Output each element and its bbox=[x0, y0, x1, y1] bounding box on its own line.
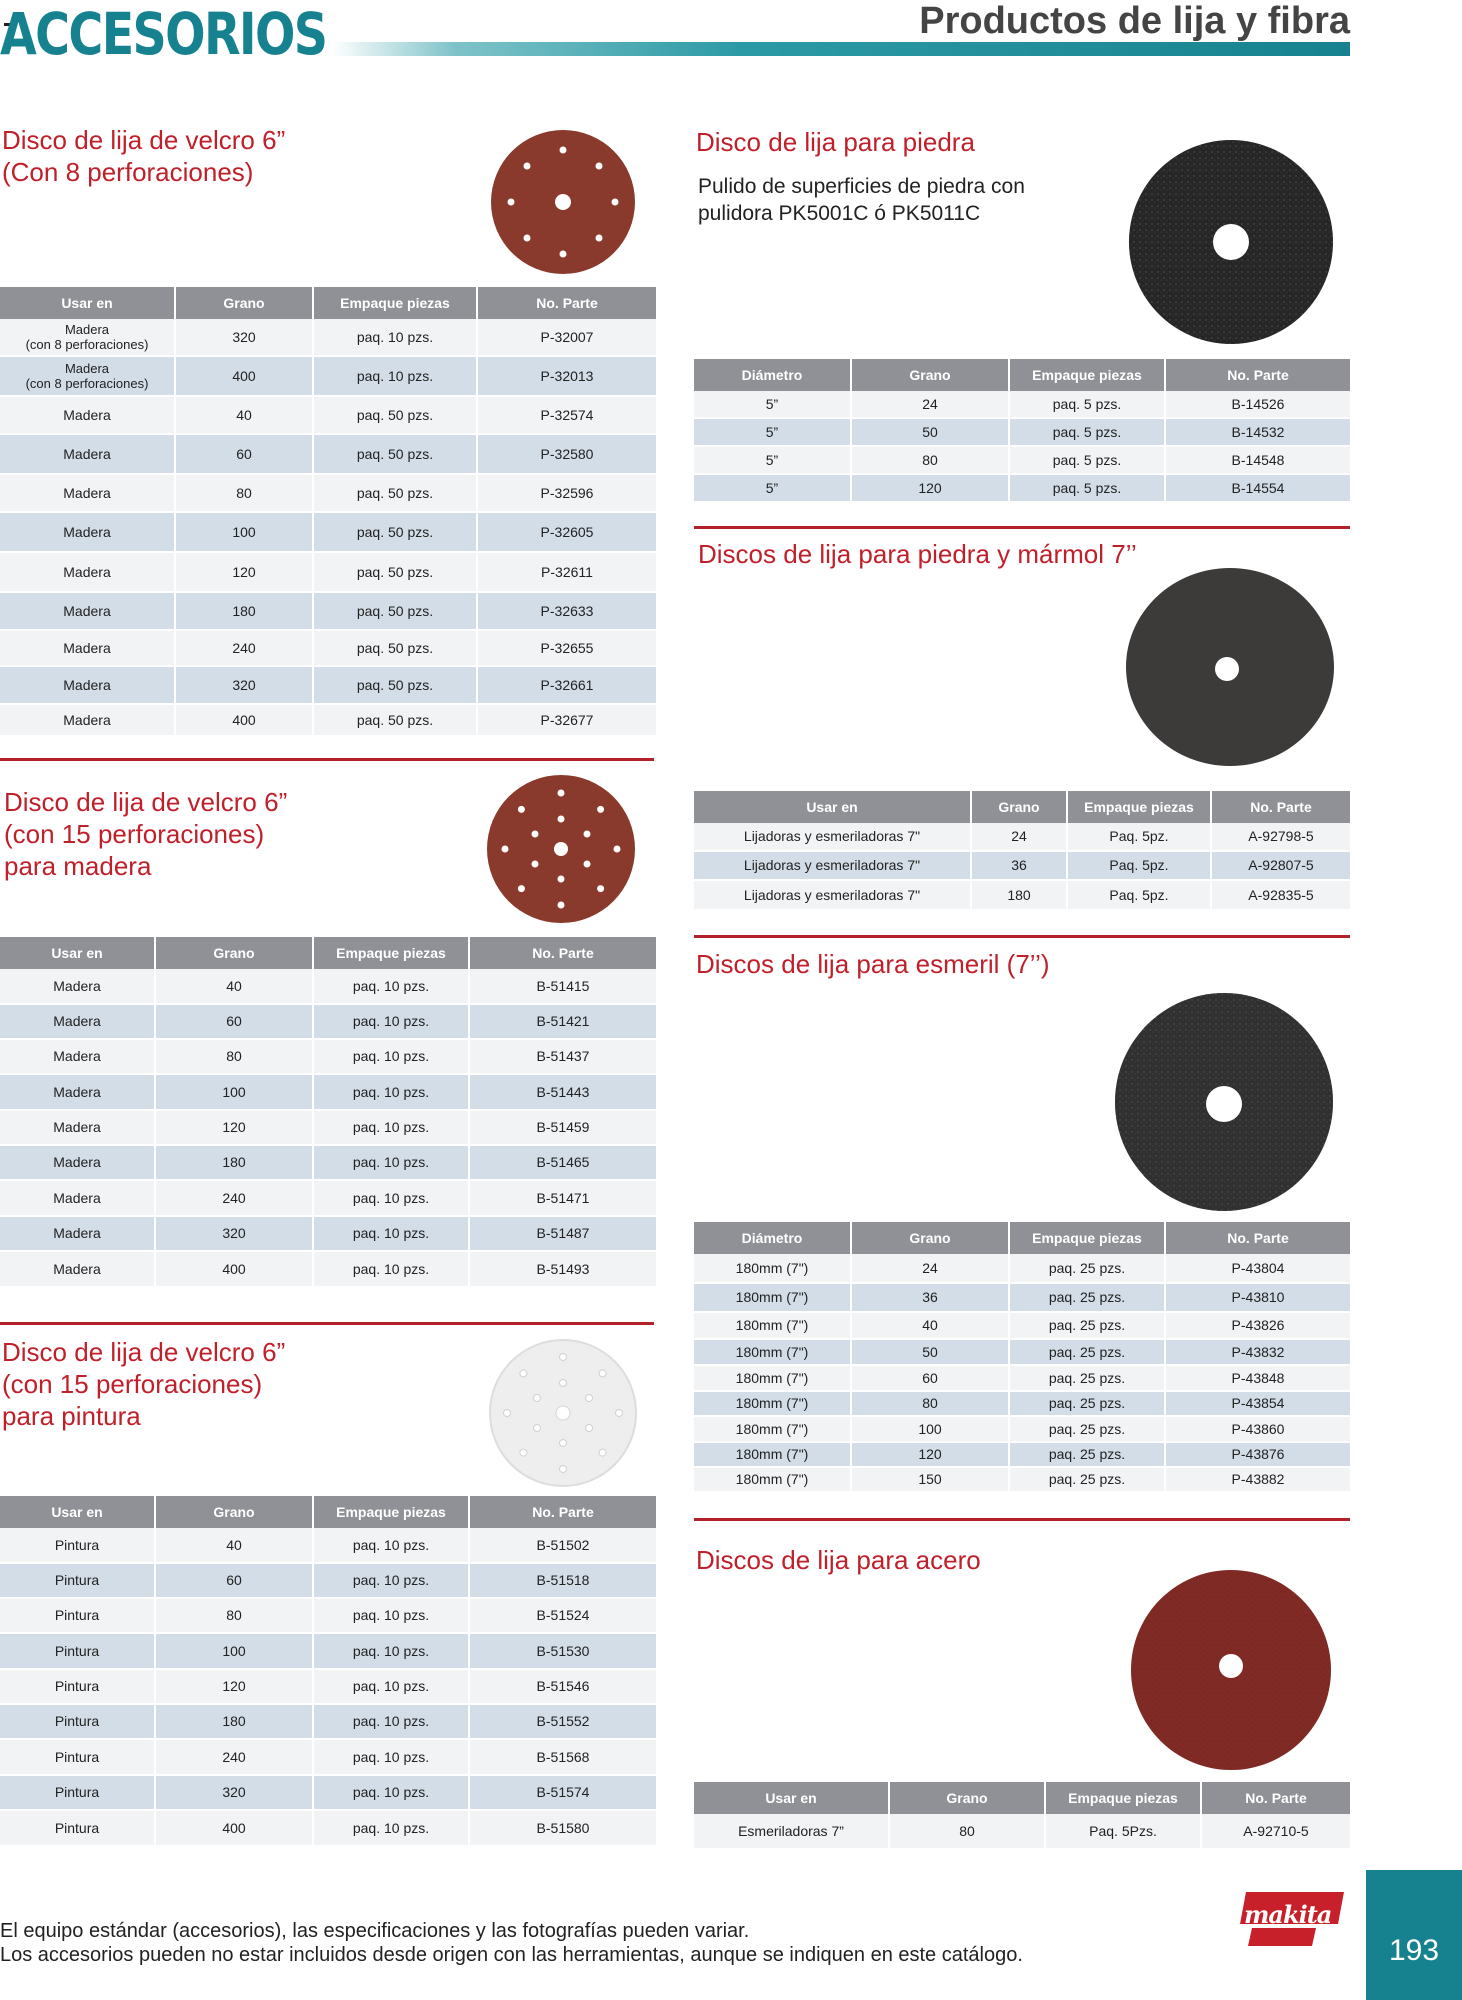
velcro15-pintura-table bbox=[0, 1496, 656, 1847]
table-row bbox=[0, 1811, 656, 1847]
table-cell: 80 bbox=[890, 1814, 1046, 1850]
esmeril-table bbox=[694, 1222, 1350, 1493]
table-cell: 150 bbox=[852, 1468, 1010, 1493]
table-cell: Madera bbox=[0, 1146, 156, 1181]
table-row bbox=[0, 1634, 656, 1670]
table-cell: paq. 25 pzs. bbox=[1010, 1366, 1166, 1392]
table-cell: 240 bbox=[156, 1740, 314, 1776]
table-cell: B-14532 bbox=[1166, 419, 1350, 447]
table-cell: Madera (con 8 perforaciones) bbox=[0, 357, 176, 397]
col-header: Empaque piezas bbox=[1068, 791, 1212, 823]
table-cell: B-51487 bbox=[470, 1217, 656, 1252]
table-row bbox=[0, 357, 656, 397]
col-header: Grano bbox=[972, 791, 1068, 823]
table-cell: paq. 10 pzs. bbox=[314, 1740, 470, 1776]
table-cell: B-14548 bbox=[1166, 447, 1350, 475]
table-cell: 180mm (7") bbox=[694, 1313, 852, 1340]
section-divider bbox=[694, 935, 1350, 938]
table-row bbox=[694, 1366, 1350, 1392]
table-row bbox=[0, 969, 656, 1005]
table-cell: paq. 5 pzs. bbox=[1010, 419, 1166, 447]
table-cell: 50 bbox=[852, 419, 1010, 447]
table-cell: paq. 10 pzs. bbox=[314, 1811, 470, 1847]
table-cell: paq. 10 pzs. bbox=[314, 1670, 470, 1705]
table-cell: 80 bbox=[176, 475, 314, 513]
table-cell: B-51524 bbox=[470, 1599, 656, 1634]
table-cell: 180mm (7") bbox=[694, 1284, 852, 1313]
table-cell: Lijadoras y esmeriladoras 7" bbox=[694, 881, 972, 911]
table-cell: 180mm (7") bbox=[694, 1340, 852, 1366]
table-cell: paq. 10 pzs. bbox=[314, 1776, 470, 1811]
table-cell: B-51437 bbox=[470, 1040, 656, 1075]
table-cell: P-32574 bbox=[478, 397, 656, 435]
table-row bbox=[0, 397, 656, 435]
col-header: Grano bbox=[176, 287, 314, 319]
table-cell: B-51443 bbox=[470, 1075, 656, 1111]
table-cell: Madera (con 8 perforaciones) bbox=[0, 319, 176, 357]
table-cell: 320 bbox=[176, 667, 314, 705]
table-cell: Paq. 5pz. bbox=[1068, 823, 1212, 852]
section-title-esmeril: Discos de lija para esmeril (7’’) bbox=[696, 949, 1050, 979]
table-cell: 80 bbox=[852, 447, 1010, 475]
table-cell: 60 bbox=[176, 435, 314, 475]
table-cell: B-51493 bbox=[470, 1252, 656, 1288]
piedra-table bbox=[694, 359, 1350, 503]
piedra-disc-image bbox=[1126, 138, 1336, 346]
table-cell: A-92835-5 bbox=[1212, 881, 1350, 911]
col-header: Grano bbox=[890, 1782, 1046, 1814]
table-cell: Madera bbox=[0, 1005, 156, 1040]
table-cell: 240 bbox=[176, 631, 314, 667]
table-cell: Esmeriladoras 7” bbox=[694, 1814, 890, 1850]
table-cell: 40 bbox=[176, 397, 314, 435]
table-cell: P-43848 bbox=[1166, 1366, 1350, 1392]
table-row bbox=[0, 705, 656, 737]
table-header-row bbox=[0, 937, 656, 969]
table-cell: 320 bbox=[156, 1217, 314, 1252]
table-row bbox=[694, 1340, 1350, 1366]
col-header: Grano bbox=[852, 1222, 1010, 1254]
table-cell: paq. 25 pzs. bbox=[1010, 1254, 1166, 1284]
table-cell: B-51530 bbox=[470, 1634, 656, 1670]
page-number: 193 bbox=[1388, 1934, 1440, 1967]
table-cell: P-32580 bbox=[478, 435, 656, 475]
col-header: Empaque piezas bbox=[1046, 1782, 1202, 1814]
table-cell: 100 bbox=[156, 1075, 314, 1111]
table-cell: B-51471 bbox=[470, 1181, 656, 1217]
table-row bbox=[0, 1599, 656, 1634]
table-cell: 400 bbox=[176, 705, 314, 737]
table-cell: paq. 5 pzs. bbox=[1010, 475, 1166, 503]
table-cell: B-51552 bbox=[470, 1705, 656, 1740]
table-row bbox=[694, 1468, 1350, 1493]
table-cell: paq. 10 pzs. bbox=[314, 1111, 470, 1146]
col-header: No. Parte bbox=[1166, 359, 1350, 391]
table-cell: P-32661 bbox=[478, 667, 656, 705]
table-cell: P-32677 bbox=[478, 705, 656, 737]
table-row bbox=[694, 1417, 1350, 1443]
table-cell: A-92710-5 bbox=[1202, 1814, 1350, 1850]
col-header: Grano bbox=[852, 359, 1010, 391]
col-header: Usar en bbox=[694, 1782, 890, 1814]
table-header-row bbox=[694, 791, 1350, 823]
table-cell: 240 bbox=[156, 1181, 314, 1217]
table-row bbox=[0, 1146, 656, 1181]
table-cell: P-43860 bbox=[1166, 1417, 1350, 1443]
table-header-row bbox=[694, 1222, 1350, 1254]
table-cell: paq. 10 pzs. bbox=[314, 1599, 470, 1634]
table-row bbox=[0, 1040, 656, 1075]
table-cell: paq. 10 pzs. bbox=[314, 357, 478, 397]
table-cell: paq. 50 pzs. bbox=[314, 513, 478, 553]
velcro15-madera-table bbox=[0, 937, 656, 1288]
col-header: Usar en bbox=[0, 1496, 156, 1528]
table-cell: 80 bbox=[156, 1599, 314, 1634]
velcro15-pintura-disc-image bbox=[488, 1338, 638, 1488]
table-cell: B-51502 bbox=[470, 1528, 656, 1564]
table-row bbox=[0, 513, 656, 553]
table-cell: 5” bbox=[694, 391, 852, 419]
section-title-velcro15-madera: Disco de lija de velcro 6” (con 15 perforaciones) para madera bbox=[4, 787, 288, 881]
table-cell: paq. 25 pzs. bbox=[1010, 1443, 1166, 1468]
brand-name: makita bbox=[1244, 1900, 1332, 1929]
table-cell: B-51518 bbox=[470, 1564, 656, 1599]
table-row bbox=[0, 1528, 656, 1564]
table-cell: 36 bbox=[852, 1284, 1010, 1313]
table-cell: P-32013 bbox=[478, 357, 656, 397]
table-row bbox=[694, 1284, 1350, 1313]
table-cell: 180mm (7") bbox=[694, 1392, 852, 1417]
table-cell: paq. 25 pzs. bbox=[1010, 1284, 1166, 1313]
table-cell: 180 bbox=[156, 1705, 314, 1740]
table-row bbox=[694, 1254, 1350, 1284]
table-cell: Paq. 5Pzs. bbox=[1046, 1814, 1202, 1850]
table-cell: Madera bbox=[0, 1181, 156, 1217]
table-row bbox=[0, 319, 656, 357]
table-cell: Madera bbox=[0, 475, 176, 513]
table-cell: Madera bbox=[0, 1252, 156, 1288]
table-cell: B-51421 bbox=[470, 1005, 656, 1040]
table-cell: P-32633 bbox=[478, 593, 656, 631]
table-cell: Lijadoras y esmeriladoras 7" bbox=[694, 823, 972, 852]
col-header: Grano bbox=[156, 937, 314, 969]
table-cell: Madera bbox=[0, 1111, 156, 1146]
table-row bbox=[0, 1005, 656, 1040]
table-cell: Madera bbox=[0, 397, 176, 435]
table-cell: Paq. 5pz. bbox=[1068, 852, 1212, 881]
section-title-velcro15-pintura: Disco de lija de velcro 6” (con 15 perforaciones) para pintura bbox=[2, 1337, 286, 1431]
table-cell: Pintura bbox=[0, 1528, 156, 1564]
table-cell: Pintura bbox=[0, 1634, 156, 1670]
col-header: Empaque piezas bbox=[1010, 1222, 1166, 1254]
table-row bbox=[694, 475, 1350, 503]
table-cell: Madera bbox=[0, 553, 176, 593]
col-header: Empaque piezas bbox=[314, 287, 478, 319]
section-title-velcro8: Disco de lija de velcro 6” (Con 8 perforaciones) bbox=[2, 125, 286, 187]
table-row bbox=[0, 553, 656, 593]
table-cell: Madera bbox=[0, 1075, 156, 1111]
header-gradient-bar bbox=[332, 42, 1350, 56]
table-cell: paq. 5 pzs. bbox=[1010, 447, 1166, 475]
col-header: Empaque piezas bbox=[1010, 359, 1166, 391]
table-cell: P-43832 bbox=[1166, 1340, 1350, 1366]
table-cell: Madera bbox=[0, 969, 156, 1005]
table-cell: paq. 50 pzs. bbox=[314, 667, 478, 705]
table-cell: paq. 10 pzs. bbox=[314, 1217, 470, 1252]
table-cell: paq. 10 pzs. bbox=[314, 1252, 470, 1288]
table-cell: 40 bbox=[852, 1313, 1010, 1340]
table-cell: Pintura bbox=[0, 1670, 156, 1705]
table-cell: Pintura bbox=[0, 1564, 156, 1599]
table-cell: Madera bbox=[0, 1040, 156, 1075]
table-cell: paq. 10 pzs. bbox=[314, 319, 478, 357]
table-cell: 120 bbox=[176, 553, 314, 593]
table-row bbox=[0, 1217, 656, 1252]
table-cell: 40 bbox=[156, 1528, 314, 1564]
table-cell: paq. 10 pzs. bbox=[314, 1146, 470, 1181]
table-header-row bbox=[0, 1496, 656, 1528]
table-cell: Pintura bbox=[0, 1740, 156, 1776]
esmeril-disc-image bbox=[1112, 992, 1336, 1212]
table-cell: A-92807-5 bbox=[1212, 852, 1350, 881]
marmol-disc-image bbox=[1124, 566, 1336, 768]
table-row bbox=[0, 667, 656, 705]
table-cell: P-32605 bbox=[478, 513, 656, 553]
table-cell: B-51465 bbox=[470, 1146, 656, 1181]
table-cell: paq. 25 pzs. bbox=[1010, 1340, 1166, 1366]
table-header-row bbox=[694, 1782, 1350, 1814]
velcro8-table bbox=[0, 287, 656, 737]
col-header: No. Parte bbox=[470, 937, 656, 969]
table-cell: Madera bbox=[0, 667, 176, 705]
table-cell: 24 bbox=[852, 391, 1010, 419]
table-row bbox=[694, 852, 1350, 881]
table-row bbox=[0, 1776, 656, 1811]
table-row bbox=[0, 1564, 656, 1599]
table-cell: 60 bbox=[156, 1564, 314, 1599]
table-row bbox=[0, 1670, 656, 1705]
table-cell: 180mm (7") bbox=[694, 1366, 852, 1392]
table-cell: 320 bbox=[156, 1776, 314, 1811]
table-cell: Madera bbox=[0, 593, 176, 631]
section-divider bbox=[0, 758, 654, 761]
table-cell: 80 bbox=[156, 1040, 314, 1075]
table-row bbox=[694, 1392, 1350, 1417]
table-cell: B-51459 bbox=[470, 1111, 656, 1146]
table-cell: 400 bbox=[176, 357, 314, 397]
marmol-table bbox=[694, 791, 1350, 911]
table-cell: 180mm (7") bbox=[694, 1443, 852, 1468]
section-divider bbox=[694, 1518, 1350, 1521]
table-cell: B-51415 bbox=[470, 969, 656, 1005]
table-cell: P-32007 bbox=[478, 319, 656, 357]
table-row bbox=[0, 1181, 656, 1217]
table-cell: P-32596 bbox=[478, 475, 656, 513]
col-header: Usar en bbox=[0, 937, 156, 969]
table-row bbox=[694, 823, 1350, 852]
table-cell: 60 bbox=[852, 1366, 1010, 1392]
table-cell: B-51580 bbox=[470, 1811, 656, 1847]
col-header: No. Parte bbox=[470, 1496, 656, 1528]
table-cell: P-43804 bbox=[1166, 1254, 1350, 1284]
table-cell: 120 bbox=[852, 475, 1010, 503]
table-cell: B-51568 bbox=[470, 1740, 656, 1776]
section-divider bbox=[0, 1322, 654, 1325]
table-row bbox=[694, 419, 1350, 447]
table-cell: Madera bbox=[0, 435, 176, 475]
table-cell: 5” bbox=[694, 447, 852, 475]
table-cell: Madera bbox=[0, 631, 176, 667]
table-cell: paq. 25 pzs. bbox=[1010, 1392, 1166, 1417]
table-row bbox=[694, 881, 1350, 911]
section-description-piedra: Pulido de superficies de piedra con pulidora PK5001C ó PK5011C bbox=[698, 175, 1025, 225]
table-cell: B-14526 bbox=[1166, 391, 1350, 419]
table-cell: paq. 10 pzs. bbox=[314, 1634, 470, 1670]
table-cell: paq. 5 pzs. bbox=[1010, 391, 1166, 419]
table-cell: paq. 50 pzs. bbox=[314, 593, 478, 631]
table-cell: 40 bbox=[156, 969, 314, 1005]
table-cell: P-43810 bbox=[1166, 1284, 1350, 1313]
table-cell: paq. 50 pzs. bbox=[314, 475, 478, 513]
table-cell: P-32655 bbox=[478, 631, 656, 667]
col-header: Diámetro bbox=[694, 1222, 852, 1254]
table-cell: 5” bbox=[694, 419, 852, 447]
table-cell: 180 bbox=[176, 593, 314, 631]
table-cell: paq. 50 pzs. bbox=[314, 705, 478, 737]
table-row bbox=[0, 593, 656, 631]
table-cell: paq. 10 pzs. bbox=[314, 1564, 470, 1599]
table-cell: 100 bbox=[156, 1634, 314, 1670]
table-cell: 100 bbox=[176, 513, 314, 553]
table-cell: paq. 25 pzs. bbox=[1010, 1313, 1166, 1340]
table-row bbox=[0, 631, 656, 667]
table-cell: paq. 25 pzs. bbox=[1010, 1468, 1166, 1493]
table-cell: 180 bbox=[972, 881, 1068, 911]
section-title-marmol: Discos de lija para piedra y mármol 7’’ bbox=[698, 539, 1137, 569]
table-cell: P-32611 bbox=[478, 553, 656, 593]
table-cell: Madera bbox=[0, 705, 176, 737]
table-cell: Pintura bbox=[0, 1705, 156, 1740]
table-row bbox=[0, 1740, 656, 1776]
table-cell: 80 bbox=[852, 1392, 1010, 1417]
col-header: Empaque piezas bbox=[314, 937, 470, 969]
table-cell: 400 bbox=[156, 1252, 314, 1288]
table-cell: P-43826 bbox=[1166, 1313, 1350, 1340]
table-cell: 180 bbox=[156, 1146, 314, 1181]
table-cell: paq. 50 pzs. bbox=[314, 631, 478, 667]
table-row bbox=[694, 1814, 1350, 1850]
table-cell: 120 bbox=[156, 1111, 314, 1146]
table-header-row bbox=[694, 359, 1350, 391]
table-row bbox=[694, 391, 1350, 419]
table-row bbox=[0, 1252, 656, 1288]
table-cell: 120 bbox=[852, 1443, 1010, 1468]
table-cell: paq. 10 pzs. bbox=[314, 1705, 470, 1740]
table-cell: P-43854 bbox=[1166, 1392, 1350, 1417]
table-row bbox=[0, 1705, 656, 1740]
section-title-piedra: Disco de lija para piedra bbox=[696, 127, 975, 157]
col-header: No. Parte bbox=[1212, 791, 1350, 823]
table-cell: 100 bbox=[852, 1417, 1010, 1443]
table-row bbox=[0, 475, 656, 513]
col-header: Usar en bbox=[0, 287, 176, 319]
table-cell: paq. 10 pzs. bbox=[314, 1075, 470, 1111]
col-header: No. Parte bbox=[1202, 1782, 1350, 1814]
table-cell: Paq. 5pz. bbox=[1068, 881, 1212, 911]
col-header: No. Parte bbox=[478, 287, 656, 319]
table-cell: paq. 10 pzs. bbox=[314, 1528, 470, 1564]
table-cell: B-51574 bbox=[470, 1776, 656, 1811]
table-cell: paq. 50 pzs. bbox=[314, 397, 478, 435]
col-header: Diámetro bbox=[694, 359, 852, 391]
table-row bbox=[0, 1075, 656, 1111]
velcro15-madera-disc-image bbox=[486, 774, 636, 924]
table-cell: 400 bbox=[156, 1811, 314, 1847]
table-cell: 180mm (7") bbox=[694, 1254, 852, 1284]
table-cell: paq. 10 pzs. bbox=[314, 1040, 470, 1075]
table-cell: paq. 25 pzs. bbox=[1010, 1417, 1166, 1443]
acero-table bbox=[694, 1782, 1350, 1850]
table-cell: 24 bbox=[972, 823, 1068, 852]
table-row bbox=[694, 447, 1350, 475]
col-header: Grano bbox=[156, 1496, 314, 1528]
table-cell: B-51546 bbox=[470, 1670, 656, 1705]
table-row bbox=[0, 435, 656, 475]
table-cell: P-43882 bbox=[1166, 1468, 1350, 1493]
table-row bbox=[694, 1443, 1350, 1468]
table-cell: 60 bbox=[156, 1005, 314, 1040]
velcro8-disc-image bbox=[490, 128, 636, 276]
section-divider bbox=[694, 526, 1350, 529]
footer-disclaimer: El equipo estándar (accesorios), las especificaciones y las fotografías pueden variar. Los accesorios pueden no estar incluidos desde origen con las herramientas, aunque se indiquen en este catálogo. bbox=[0, 1920, 1023, 1966]
col-header: Usar en bbox=[694, 791, 972, 823]
page-subtitle: Productos de lija y fibra bbox=[919, 0, 1350, 42]
table-cell: paq. 10 pzs. bbox=[314, 1181, 470, 1217]
table-row bbox=[694, 1313, 1350, 1340]
table-cell: Pintura bbox=[0, 1599, 156, 1634]
table-cell: 120 bbox=[156, 1670, 314, 1705]
table-cell: 24 bbox=[852, 1254, 1010, 1284]
table-cell: paq. 10 pzs. bbox=[314, 969, 470, 1005]
page-category-title: ACCESORIOS bbox=[0, 0, 327, 68]
table-cell: Lijadoras y esmeriladoras 7" bbox=[694, 852, 972, 881]
table-cell: paq. 50 pzs. bbox=[314, 553, 478, 593]
col-header: No. Parte bbox=[1166, 1222, 1350, 1254]
table-row bbox=[0, 1111, 656, 1146]
table-cell: 180mm (7") bbox=[694, 1468, 852, 1493]
table-cell: 36 bbox=[972, 852, 1068, 881]
table-cell: paq. 10 pzs. bbox=[314, 1005, 470, 1040]
acero-disc-image bbox=[1130, 1568, 1332, 1772]
table-header-row bbox=[0, 287, 656, 319]
table-cell: 180mm (7") bbox=[694, 1417, 852, 1443]
table-cell: Madera bbox=[0, 1217, 156, 1252]
table-cell: 320 bbox=[176, 319, 314, 357]
table-cell: P-43876 bbox=[1166, 1443, 1350, 1468]
table-cell: 5” bbox=[694, 475, 852, 503]
table-cell: A-92798-5 bbox=[1212, 823, 1350, 852]
section-title-acero: Discos de lija para acero bbox=[696, 1545, 981, 1575]
col-header: Empaque piezas bbox=[314, 1496, 470, 1528]
table-cell: Madera bbox=[0, 513, 176, 553]
table-cell: Pintura bbox=[0, 1776, 156, 1811]
table-cell: 50 bbox=[852, 1340, 1010, 1366]
table-cell: Pintura bbox=[0, 1811, 156, 1847]
table-cell: paq. 50 pzs. bbox=[314, 435, 478, 475]
table-cell: B-14554 bbox=[1166, 475, 1350, 503]
